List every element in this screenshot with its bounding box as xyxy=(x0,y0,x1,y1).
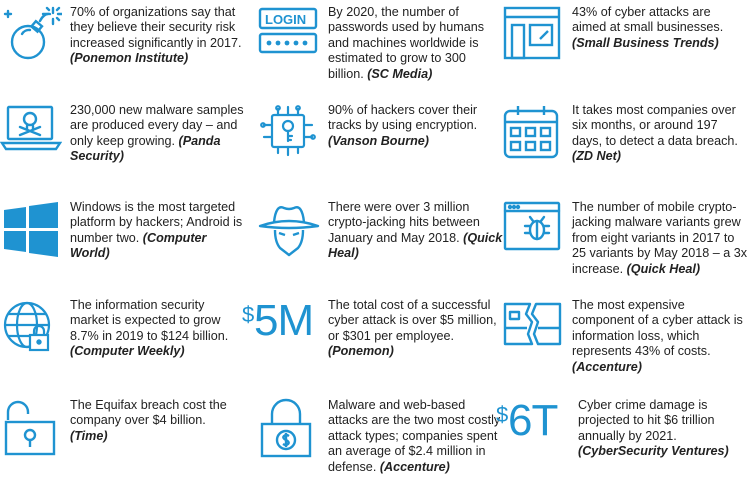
stat-text: 70% of organizations say that they believe their security risk increased significantly in 2017. xyxy=(70,5,242,50)
stat-text: 43% of cyber attacks are aimed at small businesses. xyxy=(572,5,724,35)
stat-source: (Small Business Trends) xyxy=(572,35,719,50)
login-password-icon xyxy=(258,5,320,67)
big-figure-currency: $ xyxy=(496,402,509,427)
stat-text: The information security market is expected to grow 8.7% in 2019 to $124 billion. xyxy=(70,298,229,343)
stat-source: (ZD Net) xyxy=(572,149,621,164)
open-padlock-icon xyxy=(0,398,62,460)
stat-source: (SC Media) xyxy=(367,66,433,81)
stat-source: (Ponemon Institute) xyxy=(70,51,189,66)
stat-text: 230,000 new malware samples are produced every day – and only keep growing. xyxy=(70,103,244,148)
stat-source: (Ponemon) xyxy=(328,344,394,359)
browser-bug-icon xyxy=(502,200,564,262)
stat-text: The total cost of a successful cyber attack is over $5 million, or $301 per employee. xyxy=(328,298,497,343)
broken-card-icon xyxy=(502,298,564,360)
stat-source: (Quick Heal) xyxy=(626,261,701,276)
circuit-key-icon xyxy=(258,103,320,165)
stat-text: The number of mobile crypto-jacking malware variants grew from eight variants in 2017 to 25 variants by May 2018 – a 3x increase. xyxy=(572,200,748,276)
stat-source: (Accenture) xyxy=(572,359,642,374)
big-figure-5m xyxy=(242,296,314,346)
stat-text: By 2020, the number of passwords used by humans and machines worldwide is estimated to grow to 300 billion. xyxy=(328,5,485,81)
stat-source: (Vanson Bourne) xyxy=(328,133,429,148)
storefront-icon xyxy=(502,5,564,67)
stat-source: (CyberSecurity Ventures) xyxy=(578,444,729,459)
login-label: LOGIN xyxy=(265,12,307,27)
stat-text: Windows is the most targeted platform by hackers; Android is number two. xyxy=(70,200,243,245)
calendar-icon xyxy=(502,103,564,165)
globe-lock-icon xyxy=(0,298,62,360)
big-figure-6t xyxy=(496,396,562,446)
laptop-skull-icon xyxy=(0,103,62,165)
stat-source: (Time) xyxy=(70,428,108,443)
bomb-icon xyxy=(0,5,62,67)
stat-text: It takes most companies over six months, or around 197 days, to detect a data breach. xyxy=(572,103,738,148)
stat-text: 90% of hackers cover their tracks by using encryption. xyxy=(328,103,478,133)
stat-text: Cyber crime damage is projected to hit $6 trillion annually by 2021. xyxy=(578,398,715,443)
stat-text: The Equifax breach cost the company over $4 billion. xyxy=(70,398,227,428)
big-figure-currency: $ xyxy=(242,302,255,327)
padlock-dollar-icon xyxy=(258,398,320,460)
stat-text: There were over 3 million crypto-jacking hits between January and May 2018. xyxy=(328,200,480,245)
windows-logo-icon xyxy=(0,200,62,262)
stat-source: (Computer Weekly) xyxy=(70,344,185,359)
stat-text: The most expensive component of a cyber attack is information loss, which represents 43% of costs. xyxy=(572,298,743,359)
stat-source: (Accenture) xyxy=(379,459,450,474)
hacker-hat-icon xyxy=(258,200,320,262)
stat-source: (Computer World) xyxy=(70,230,207,261)
stat-text: Malware and web-based attacks are the two most costly attack types; companies spent an average of $2.4 million in defense. xyxy=(328,398,501,474)
stat-source: (Quick Heal) xyxy=(328,230,503,261)
big-figure-value: 6T xyxy=(508,396,558,445)
stat-source: (Panda Security) xyxy=(70,133,221,164)
big-figure-value: 5M xyxy=(254,296,314,345)
